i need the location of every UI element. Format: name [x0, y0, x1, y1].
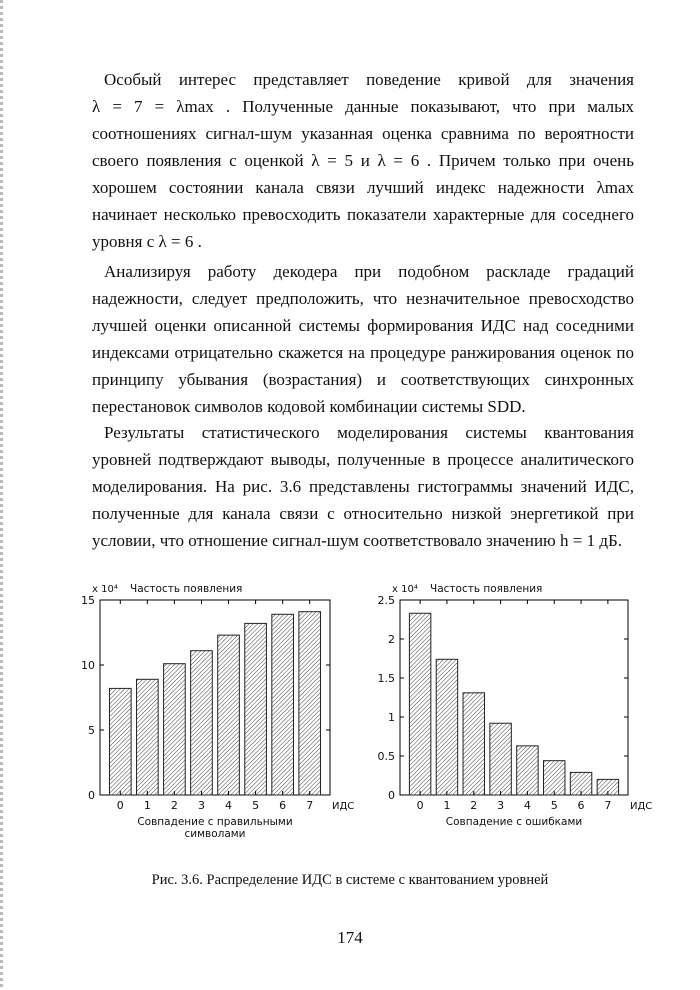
paragraph-1 [92, 66, 634, 255]
histogram-correct-symbols-svg [60, 575, 355, 855]
paragraph-1-line-1: Особый интерес представляет поведение кривой для значения [104, 70, 634, 89]
page-edge [0, 0, 3, 990]
x-tick-label: 7 [604, 799, 612, 812]
bar [517, 746, 538, 795]
bar [544, 761, 565, 795]
paragraph-2-line-4: индексами отрицательно скажется на процедуре ранжирования оценок по [92, 343, 634, 362]
plot-frame [400, 600, 628, 795]
x-axis-label: Совпадение с правильными [137, 816, 293, 828]
x-tick-label: 1 [143, 799, 151, 812]
x-unit-label: ИДС [630, 801, 653, 812]
bar [436, 659, 457, 795]
paragraph-2 [92, 258, 634, 420]
y-tick-label: 0 [388, 789, 395, 802]
x-tick-label: 6 [279, 799, 287, 812]
paragraph-3-line-3: моделирования. На рис. 3.6 представлены гистограммы значений ИДС, [92, 477, 634, 496]
x-tick-label: 5 [550, 799, 558, 812]
paragraph-3-line-2: уровней подтверждают выводы, полученные в процессе аналитического [92, 450, 634, 469]
x-tick-label: 2 [170, 799, 178, 812]
bar [164, 664, 186, 795]
x-tick-label: 1 [443, 799, 451, 812]
y-tick-label: 1 [388, 711, 395, 724]
y-tick-label: 5 [88, 724, 95, 737]
histogram-errors-svg [358, 575, 653, 855]
paragraph-1-line-5: хорошем состоянии канала связи лучший индекс надежности λmax [92, 178, 634, 197]
paragraph-1-line-4: своего появления с оценкой λ = 5 и λ = 6 . Причем только при очень [92, 151, 634, 170]
paragraph-3-line-5: условии, что отношение сигнал-шум соответствовало значению h = 1 дБ. [92, 531, 623, 550]
paragraph-1-line-7: уровня с λ = 6 . [92, 232, 202, 251]
paragraph-2-line-2: надежности, следует предположить, что незначительное превосходство [92, 289, 634, 308]
histogram-correct-symbols [60, 575, 355, 860]
paragraph-3 [92, 419, 634, 554]
x-tick-label: 3 [497, 799, 505, 812]
chart-title: Частость появления [430, 583, 543, 595]
paragraph-2-line-3: лучшей оценки описанной системы формирования ИДС над соседними [92, 316, 634, 335]
bar [191, 651, 213, 795]
x-axis-label: символами [184, 828, 246, 840]
page-number: 174 [337, 928, 363, 947]
bar [272, 614, 294, 795]
paragraph-3-line-4: полученные для канала связи с относительно низкой энергетикой при [92, 504, 634, 523]
y-tick-label: 10 [81, 659, 95, 672]
x-tick-label: 3 [197, 799, 205, 812]
paragraph-1-line-2: λ = 7 = λmax . Полученные данные показывают, что при малых [92, 97, 634, 116]
figure-caption: Рис. 3.6. Распределение ИДС в системе с квантованием уровней [151, 872, 549, 888]
bar [109, 688, 131, 795]
x-tick-label: 6 [577, 799, 585, 812]
y-scale-label: x 10⁴ [92, 584, 118, 595]
histogram-errors [358, 575, 653, 860]
bar [245, 623, 267, 795]
y-tick-label: 2 [388, 633, 395, 646]
x-tick-label: 4 [225, 799, 233, 812]
bar [490, 723, 511, 795]
x-tick-label: 2 [470, 799, 478, 812]
paragraph-1-line-6: начинает несколько превосходить показатели характерные для соседнего [92, 205, 634, 224]
figure-3-6 [60, 575, 653, 855]
chart-title: Частость появления [130, 583, 243, 595]
bar [137, 679, 159, 795]
bar [299, 612, 321, 795]
x-unit-label: ИДС [332, 801, 355, 812]
x-tick-label: 7 [306, 799, 314, 812]
y-tick-label: 15 [81, 594, 95, 607]
x-tick-label: 5 [252, 799, 260, 812]
y-scale-label: x 10⁴ [392, 584, 418, 595]
x-tick-label: 0 [116, 799, 124, 812]
y-tick-label: 2.5 [377, 594, 395, 607]
paragraph-1-line-3: соотношениях сигнал-шум указанная оценка сравнима по вероятности [92, 124, 634, 143]
paragraph-3-line-1: Результаты статистического моделирования системы квантования [104, 423, 634, 442]
paragraph-2-line-1: Анализируя работу декодера при подобном раскладе градаций [104, 262, 634, 281]
y-tick-label: 0.5 [377, 750, 395, 763]
plot-frame [100, 600, 330, 795]
paragraph-2-line-5: принципу убывания (возрастания) и соответствующих синхронных [92, 370, 634, 389]
x-tick-label: 0 [416, 799, 424, 812]
x-axis-label: Совпадение с ошибками [445, 816, 583, 828]
paragraph-2-line-6: перестановок символов кодовой комбинации системы SDD. [92, 397, 526, 416]
x-tick-label: 4 [523, 799, 531, 812]
y-tick-label: 0 [88, 789, 95, 802]
bar [218, 635, 240, 795]
bar [409, 613, 430, 795]
bar [463, 693, 484, 795]
y-tick-label: 1.5 [377, 672, 395, 685]
